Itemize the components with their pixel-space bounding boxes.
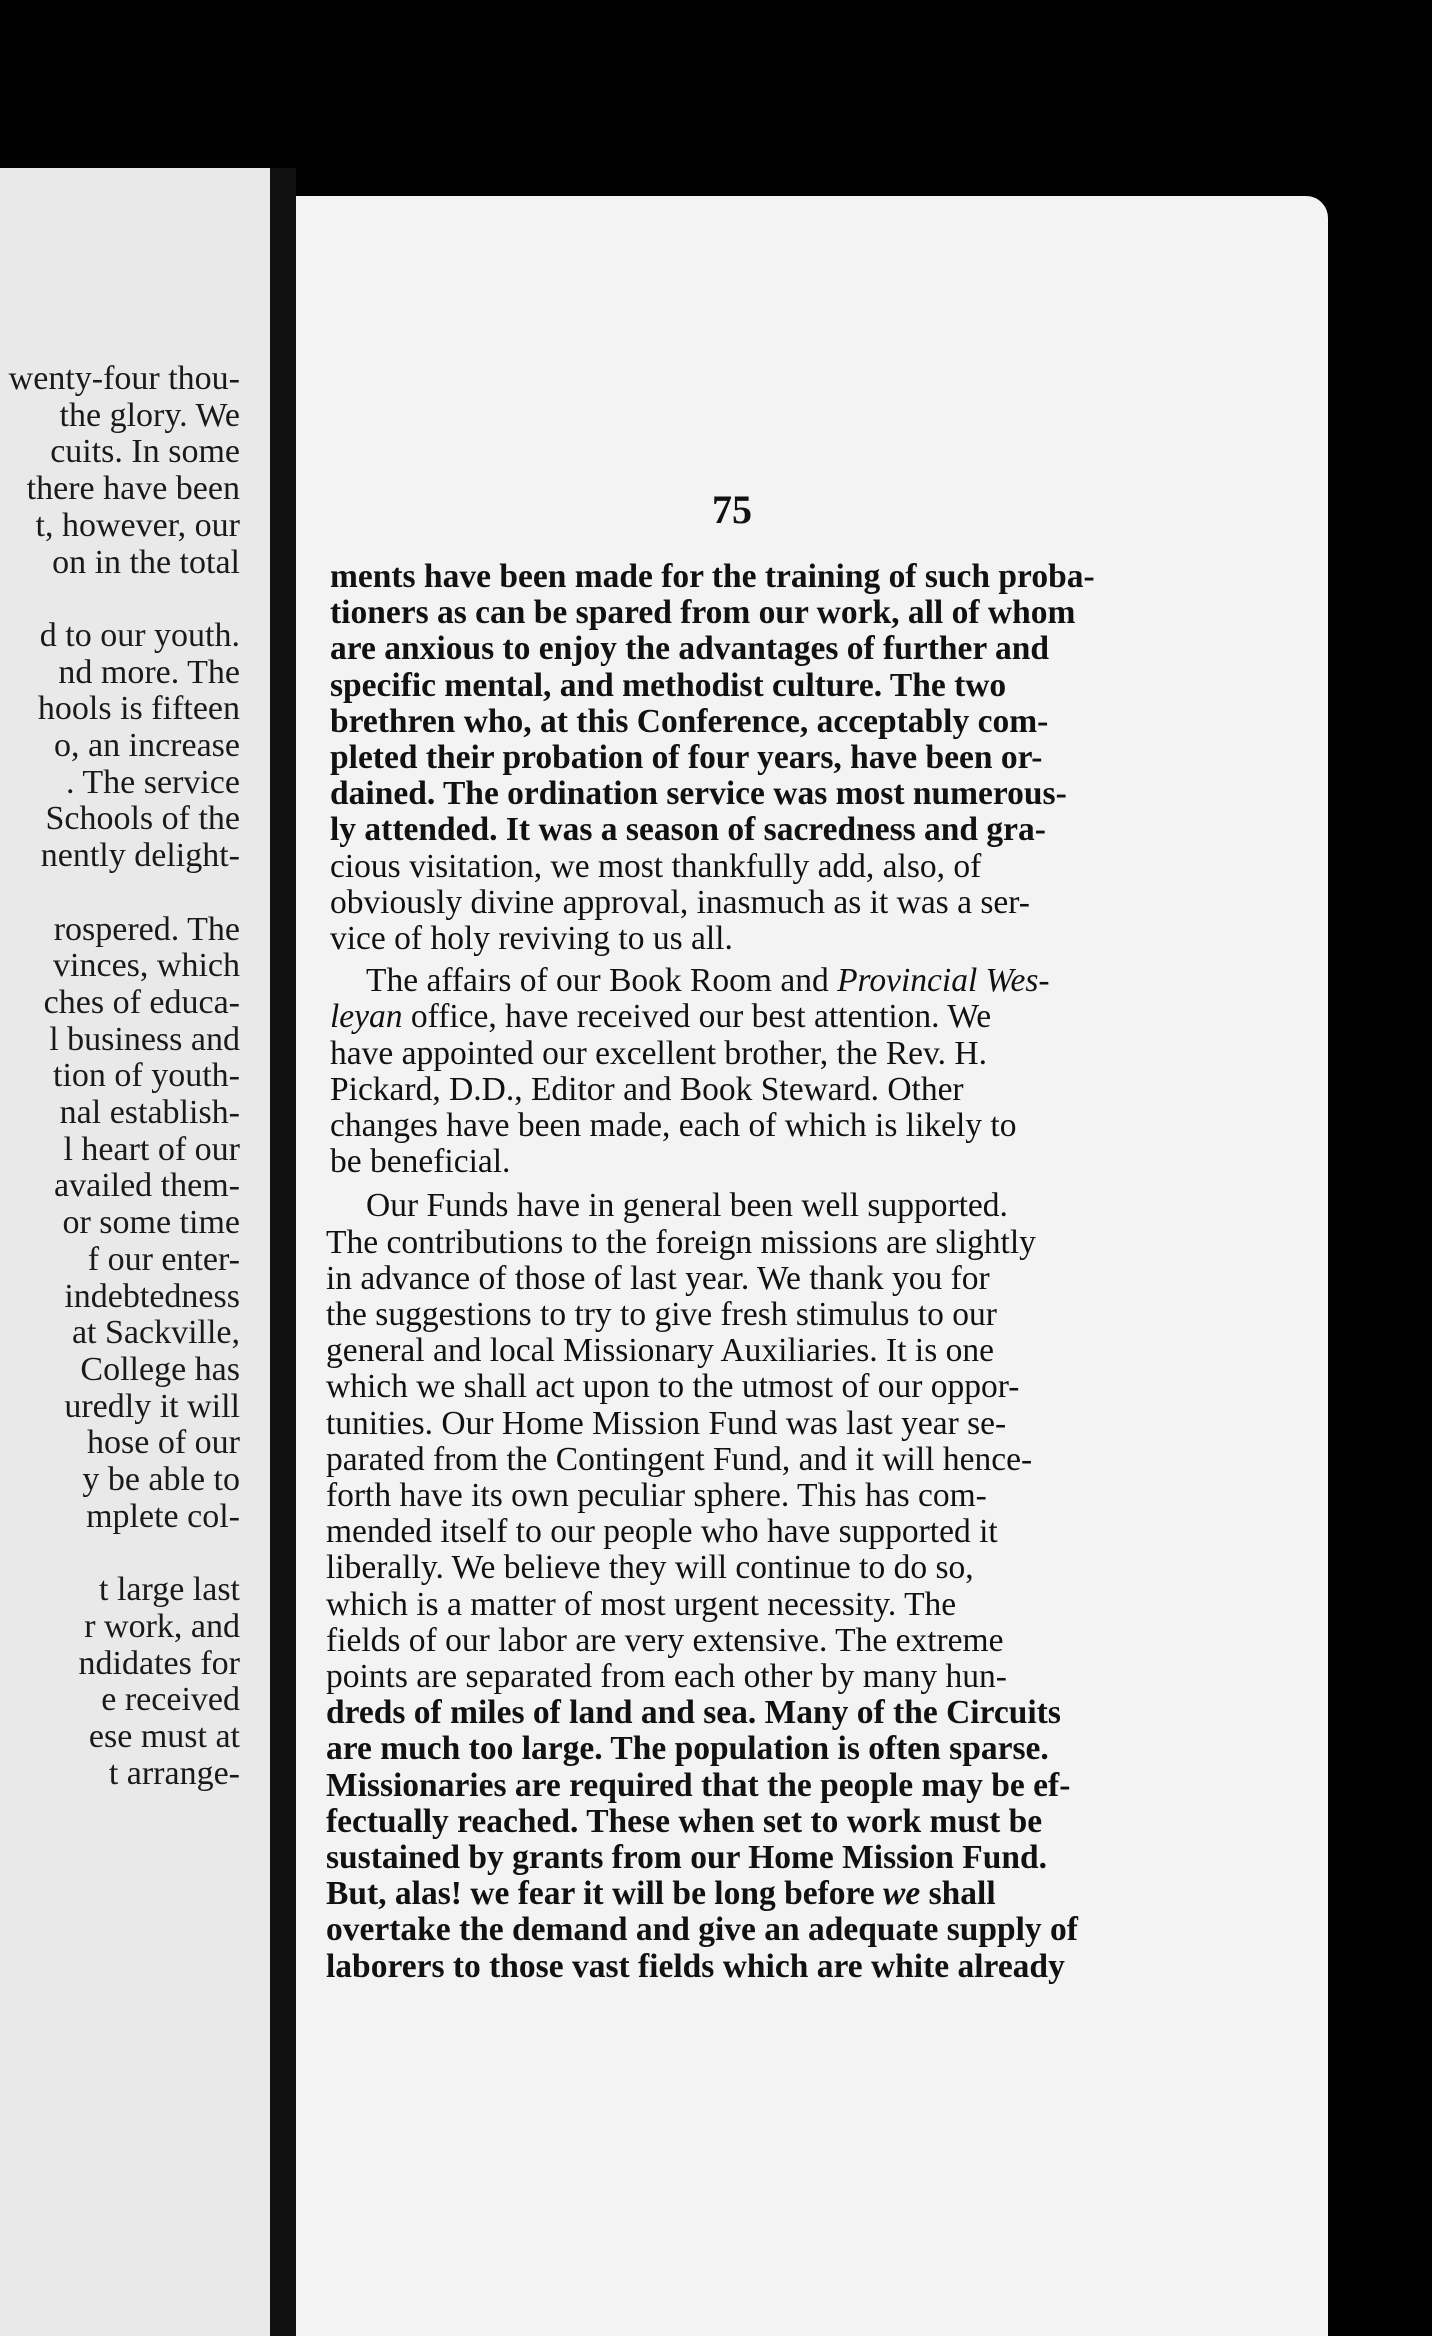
left-page [0,168,270,2336]
text-line [330,1070,964,1108]
text-span: Missionaries are required that the people may be ef- [326,1766,1071,1804]
text-span: vice of holy reviving to us all. [330,920,733,957]
italic-text: we [883,1875,921,1913]
text-span: tioners as can be spared from our work, all of whom [330,594,1076,632]
left-page-line: College has [80,1350,240,1388]
text-span: which is a matter of most urgent necessity. The [326,1585,957,1623]
text-span: dreds of miles of land and sea. Many of the Circuits [326,1694,1061,1732]
text-line [326,1370,1019,1404]
left-page-line: tion of youth- [53,1057,240,1095]
text-span: shall [920,1875,996,1913]
text-span: have appointed our excellent brother, the Rev. H. [330,1034,987,1072]
text-span: But, alas! we fear it will be long before [326,1875,884,1913]
left-page-line: ese must at [88,1717,240,1755]
text-line [330,702,1049,740]
italic-text: leyan [330,998,403,1036]
left-page-line: the glory. We [59,396,240,434]
text-span: office, have received our best attention. We [402,998,992,1036]
text-span: laborers to those vast fields which are white already [326,1947,1065,1985]
text-span: parated from the Contingent Fund, and it will hence- [326,1440,1033,1478]
left-page-line: l heart of our [63,1130,240,1168]
text-line [330,596,1075,630]
left-page-line: indebtedness [64,1277,240,1315]
left-page-line: d to our youth. [39,616,240,654]
left-page-line: o, an increase [54,727,240,764]
text-span: changes have been made, each of which is likely to [330,1107,1017,1144]
text-line [330,1034,987,1072]
text-span: tunities. Our Home Mission Fund was last year se- [326,1404,1007,1442]
left-page-line: nd more. The [58,653,240,691]
text-line [330,813,1046,847]
text-span: ments have been made for the training of such proba- [330,558,1095,595]
text-line [326,1802,1043,1840]
text-line [326,1766,1071,1804]
text-line [330,922,733,956]
text-span: are anxious to enjoy the advantages of further and [330,630,1050,668]
left-page-line: hose of our [87,1424,240,1462]
left-page-line: nal establish- [59,1094,240,1131]
left-page-line: mplete col- [86,1497,240,1535]
text-line [326,1479,987,1513]
left-page-line: on in the total [52,543,240,581]
text-span: dained. The ordination service was most numerous- [330,775,1067,813]
text-line [326,1515,998,1549]
left-page-line: . The service [65,763,240,801]
text-span: mended itself to our people who have supported it [326,1513,998,1551]
text-line [330,777,1067,811]
text-span: The affairs of our Book Room and [366,962,838,1000]
text-line [326,1947,1065,1985]
text-line [326,1551,974,1585]
left-page-line: r work, and [84,1607,240,1645]
left-page-line: y be able to [82,1461,240,1498]
text-span: are much too large. The population is often sparse. [326,1730,1049,1768]
left-page-line: hools is fifteen [37,690,240,728]
text-line [330,560,1095,594]
text-span: pleted their probation of four years, have been or- [330,739,1043,776]
left-page-line: l business and [49,1020,240,1058]
text-span: specific mental, and methodist culture. The two [330,666,1007,704]
text-line [326,1440,1033,1478]
text-line [366,1189,1008,1223]
book-gutter [270,168,296,2336]
text-line [330,1000,991,1034]
text-line [330,847,982,885]
text-line [330,632,1049,666]
left-page-line: ndidates for [78,1644,240,1682]
text-span: Pickard, D.D., Editor and Book Steward. Other [330,1070,964,1108]
left-page-line: wenty-four thou- [8,360,240,397]
text-span: obviously divine approval, inasmuch as it was a ser- [330,883,1030,921]
left-page-line: e received [101,1681,240,1719]
text-line [330,1109,1017,1143]
text-line [326,1259,990,1297]
text-line [366,964,1050,998]
text-line [330,666,1007,704]
text-span: general and local Missionary Auxiliaries. It is one [326,1332,994,1370]
text-line [326,1298,997,1332]
text-span: cious visitation, we most thankfully add, also, of [330,847,982,885]
left-page-line: nently delight- [40,837,240,875]
text-line [326,1621,1004,1659]
text-span: The contributions to the foreign missions are slightly [326,1223,1036,1261]
text-line [326,1404,1007,1442]
text-line [326,1223,1036,1261]
left-page-line: cuits. In some [50,433,240,471]
text-span: the suggestions to try to give fresh stimulus to our [326,1296,997,1333]
text-span: brethren who, at this Conference, acceptably com- [330,702,1049,740]
text-span: overtake the demand and give an adequate supply of [326,1911,1078,1949]
text-line [326,1732,1049,1766]
left-page-line: vinces, which [53,947,240,985]
text-span: which we shall act upon to the utmost of our oppor- [326,1368,1020,1406]
left-page-line: availed them- [54,1167,240,1205]
left-page-line: rospered. The [53,910,240,948]
left-page-line: or some time [62,1204,240,1242]
left-page-line: Schools of the [45,800,240,838]
left-page-line: t arrange- [108,1754,240,1792]
text-span: points are separated from each other by many hun- [326,1658,1007,1695]
text-line [326,1334,994,1368]
left-page-line: there have been [26,470,240,508]
left-page-line: t, however, our [35,506,240,544]
left-page-line: ches of educa- [43,983,240,1021]
left-page-line: uredly it will [64,1387,240,1425]
italic-text: Provincial Wes- [837,962,1050,1000]
page-number: 75 [712,487,752,532]
left-page-line: at Sackville, [71,1314,240,1352]
text-span: ly attended. It was a season of sacredness and gra- [330,811,1046,849]
text-line [326,1841,1047,1875]
text-span: be beneficial. [330,1143,511,1181]
text-span: in advance of those of last year. We thank you for [326,1259,990,1297]
text-span: sustained by grants from our Home Mission Fund. [326,1839,1047,1876]
text-line [326,1660,1007,1694]
text-line [326,1913,1078,1947]
text-line [330,1145,510,1179]
text-span: fields of our labor are very extensive. The extreme [326,1621,1004,1659]
text-line [326,1696,1061,1730]
text-span: forth have its own peculiar sphere. This has com- [326,1477,987,1514]
text-line [330,741,1042,775]
text-span: liberally. We believe they will continue to do so, [326,1549,974,1587]
text-line [326,1585,957,1623]
text-span: Our Funds have in general been well supported. [366,1187,1008,1225]
text-line [326,1877,996,1911]
text-line [330,883,1030,921]
left-page-line: t large last [99,1571,240,1609]
text-span: fectually reached. These when set to work must be [326,1802,1043,1840]
left-page-line: f our enter- [87,1240,240,1278]
